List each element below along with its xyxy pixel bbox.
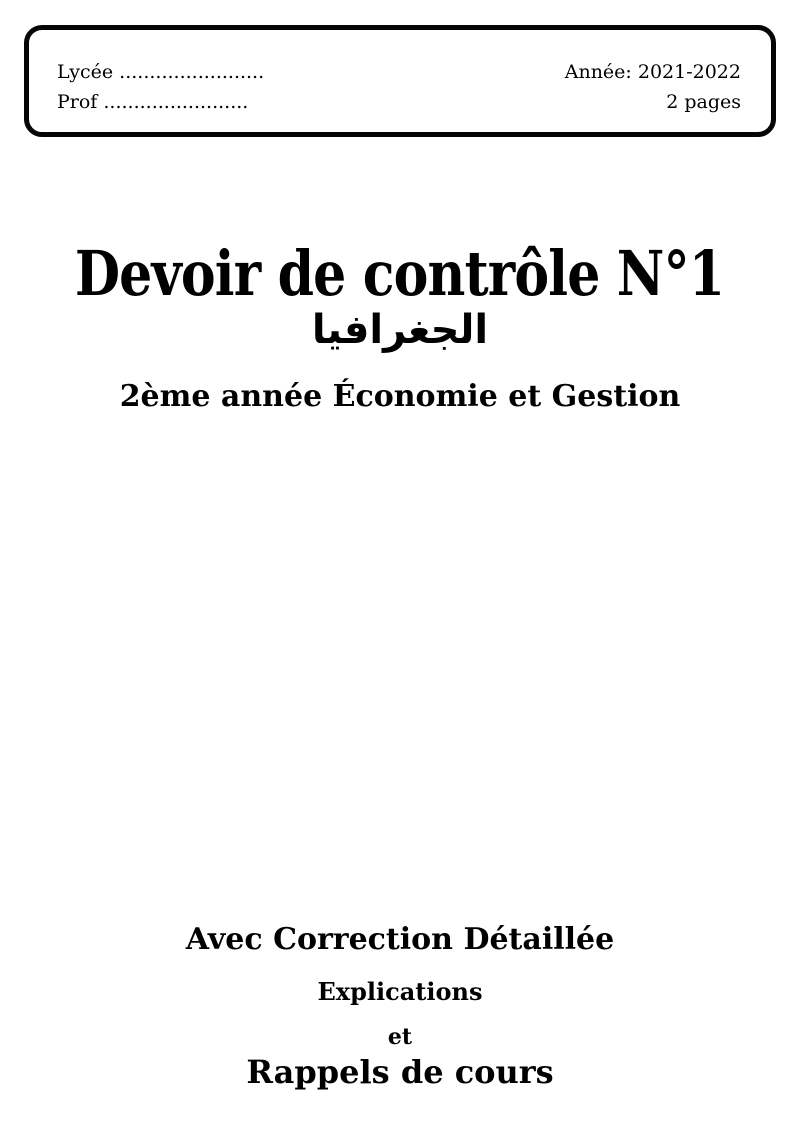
header-right-column xyxy=(565,57,741,117)
footer-correction-line: Avec Correction Détaillée xyxy=(185,922,615,957)
footer-block xyxy=(0,922,800,1091)
footer-et-line: et xyxy=(387,1024,413,1050)
prof-fill-in-line: Prof ........................ xyxy=(57,91,249,113)
header-info-box xyxy=(24,25,776,137)
header-left-column xyxy=(57,57,264,117)
document-title xyxy=(0,238,800,309)
subject-title-arabic: الجغرافيا xyxy=(311,307,489,353)
lycee-fill-in-line: Lycée ........................ xyxy=(57,61,265,83)
footer-explications-line: Explications xyxy=(317,977,483,1006)
page-count-label: 2 pages xyxy=(666,91,741,113)
footer-rappels-line: Rappels de cours xyxy=(246,1053,554,1091)
school-year-label: Année: 2021-2022 xyxy=(564,61,741,83)
class-level-subtitle: 2ème année Économie et Gestion xyxy=(119,379,681,414)
document-title-text: Devoir de contrôle N°1 xyxy=(75,236,725,310)
